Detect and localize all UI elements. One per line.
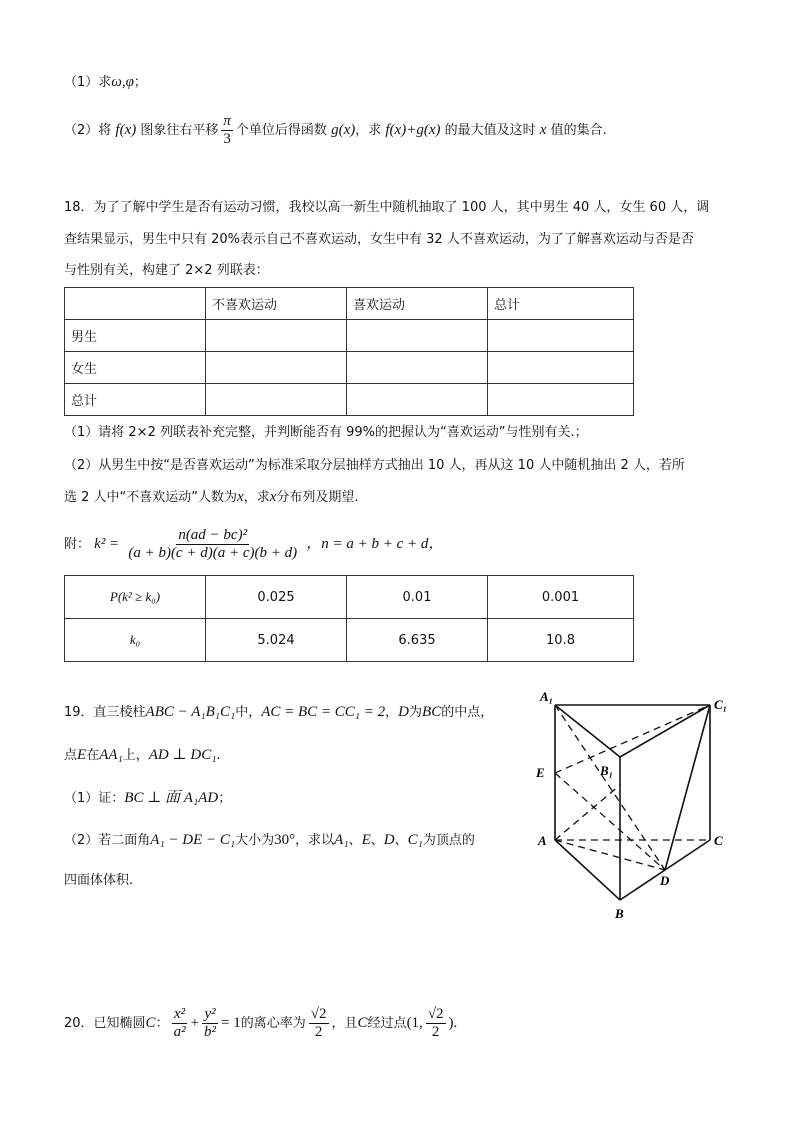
q17-part2-text-e: 的最大值及这时	[444, 123, 536, 138]
q18-sub2-text-c: 分布列及期望.	[276, 490, 359, 505]
q19-dihedral: A₁ − DE − C₁	[150, 832, 236, 848]
edge-b1c1	[620, 705, 710, 757]
q19-line2	[64, 746, 221, 765]
q19-text: ，求以	[295, 833, 335, 848]
q19-text: .	[216, 748, 221, 763]
table-header-cell: 总计	[488, 288, 634, 320]
q19-text: 、	[348, 833, 362, 848]
q17-fx: f(x)	[115, 122, 137, 138]
formula-denominator: (a + b)(c + d)(a + c)(b + d)	[128, 545, 298, 561]
label-b: B	[615, 906, 624, 921]
q19-pt: D	[383, 832, 395, 848]
q20-eq: = 1	[221, 1015, 241, 1031]
q20-text: ，且	[331, 1016, 358, 1031]
q17-x: x	[539, 122, 547, 138]
q17-part1-text: （1）求	[64, 75, 112, 90]
q19-text: （2）若二面角	[64, 833, 151, 848]
q19-pt: E	[361, 832, 371, 848]
q18-var-x: x	[269, 489, 277, 505]
prism-figure	[520, 685, 730, 929]
q18-line2: 查结果显示，男生中只有 20%表示自己不喜欢运动，女生中有 32 人不喜欢运动，为了了解喜欢运动与否是否	[64, 232, 694, 247]
point-y-fraction	[426, 1006, 446, 1041]
q18-sub2-text-b: ，求	[243, 490, 270, 505]
table-cell-label: P(k² ≥ k₀)	[65, 576, 206, 619]
q20-ellipse-c: C	[145, 1015, 156, 1031]
frac-den: 2	[314, 1024, 323, 1040]
table-row	[65, 320, 634, 352]
q17-omega-phi: ω,φ	[111, 74, 134, 90]
table-cell	[488, 384, 634, 416]
frac-num: √2	[427, 1006, 444, 1022]
prism-diagram	[520, 685, 730, 925]
table-cell-label: k₀	[65, 619, 206, 662]
table-cell: 女生	[65, 352, 206, 384]
label-c1: C₁	[714, 697, 728, 712]
q19-text: 点	[64, 748, 78, 763]
table-cell: 6.635	[347, 619, 488, 662]
contingency-table	[64, 287, 634, 416]
table-cell	[206, 384, 347, 416]
q19-text: 19．直三棱柱	[64, 705, 146, 720]
label-d: D	[660, 873, 670, 888]
table-row	[65, 576, 634, 619]
label-c: C	[714, 833, 723, 848]
q19-text: ，	[385, 705, 399, 720]
q19-segment-aa1: AA₁	[99, 747, 123, 763]
q20-line	[64, 1003, 457, 1044]
q20-text: 的离心率为	[240, 1016, 306, 1031]
q19-claim: BC ⊥ 面 A₁AD	[124, 790, 219, 806]
q19-text: 为	[409, 705, 423, 720]
q19-perp: AD ⊥ DC₁	[148, 747, 217, 763]
label-e: E	[536, 765, 545, 780]
critical-value-table	[64, 575, 634, 662]
formula-numerator: n(ad − bc)²	[178, 527, 248, 543]
table-cell: 0.01	[347, 576, 488, 619]
q19-text: 、	[394, 833, 408, 848]
q19-point-e: E	[77, 747, 87, 763]
table-header-cell	[65, 288, 206, 320]
table-cell: 0.025	[206, 576, 347, 619]
label-b1: B₁	[600, 763, 614, 778]
q18-var-x: x	[237, 489, 244, 505]
table-cell	[347, 320, 488, 352]
q18-sub1: （1）请将 2×2 列联表补充完整，并判断能否有 99%的把握认为“喜欢运动”与性别有关.；	[64, 425, 588, 440]
q20-plus: +	[190, 1015, 200, 1031]
q19-last-line: 四面体体积.	[64, 873, 134, 888]
q20-text: ：	[155, 1016, 169, 1031]
frac-num: √2	[310, 1006, 327, 1022]
q17-part2-text-f: 值的集合.	[550, 123, 607, 138]
q19-text: 在	[86, 748, 100, 763]
frac-num: π	[223, 113, 231, 129]
q17-sum: f(x)+g(x)	[385, 122, 441, 138]
q17-part2-text-b: 图象往右平移	[140, 123, 219, 138]
table-cell	[488, 320, 634, 352]
edge-ab	[555, 840, 620, 900]
table-cell	[347, 384, 488, 416]
q19-prism: ABC − A₁B₁C₁	[145, 704, 236, 720]
q19-text: 中，	[235, 705, 262, 720]
q19-text: ；	[218, 791, 232, 806]
q19-pt: C₁	[407, 832, 423, 848]
appendix-label: 附：	[64, 537, 91, 552]
frac-den: 2	[431, 1024, 440, 1040]
q20-point-open: (1,	[406, 1015, 423, 1031]
q17-gx: g(x)	[331, 122, 356, 138]
q17-part1	[64, 73, 147, 92]
q19-text: 为顶点的	[422, 833, 475, 848]
table-cell	[347, 352, 488, 384]
q18-sub2-line1: （2）从男生中按“是否喜欢运动”为标准采取分层抽样方式抽出 10 人，再从这 10 人中随机抽出 2 人，若所	[64, 458, 685, 473]
pi-over-3-fraction	[221, 113, 233, 148]
table-cell: 0.001	[488, 576, 634, 619]
table-header-cell: 喜欢运动	[347, 288, 488, 320]
q19-text: 的中点，	[441, 705, 494, 720]
hidden-segment-a1d	[555, 705, 665, 870]
table-header-row	[65, 288, 634, 320]
y2-over-b2	[202, 1006, 218, 1041]
formula-n: ，n = a + b + c + d，	[306, 536, 444, 552]
x2-over-a2	[172, 1006, 188, 1041]
chi-square-fraction	[126, 527, 299, 562]
frac-num: y²	[204, 1006, 216, 1022]
q18-sub2-line2	[64, 488, 359, 507]
q19-text: （1）证：	[64, 791, 125, 806]
q20-ellipse-c: C	[357, 1015, 368, 1031]
q19-text: 大小为	[235, 833, 275, 848]
table-header-cell: 不喜欢运动	[206, 288, 347, 320]
table-cell: 5.024	[206, 619, 347, 662]
label-a1: A₁	[540, 689, 554, 704]
frac-num: x²	[174, 1006, 186, 1022]
q18-sub2-text-a: 选 2 人中“不喜欢运动”人数为	[64, 490, 238, 505]
q17-part2-text-d: ，求	[355, 123, 382, 138]
q18-line3: 与性别有关，构建了 2×2 列联表：	[64, 263, 269, 278]
table-row	[65, 619, 634, 662]
table-row	[65, 352, 634, 384]
q19-lengths: AC = BC = CC₁ = 2	[261, 704, 386, 720]
q20-text: 20．已知椭圆	[64, 1016, 146, 1031]
q17-part1-end: ；	[133, 75, 147, 90]
q18-appendix-formula	[64, 525, 443, 564]
frac-den: 3	[223, 131, 231, 147]
table-cell	[206, 320, 347, 352]
q19-sub1	[64, 789, 231, 808]
q19-sub2	[64, 831, 475, 850]
q19-text: 上，	[122, 748, 149, 763]
q18-line1: 18．为了了解中学生是否有运动习惯，我校以高一新生中随机抽取了 100 人，其中男生 40 人，女生 60 人，调	[64, 200, 710, 215]
q20-point-close: ).	[448, 1015, 458, 1031]
table-cell	[488, 352, 634, 384]
formula-lhs: k² =	[94, 536, 120, 552]
frac-den: a²	[173, 1024, 186, 1040]
table-cell: 10.8	[488, 619, 634, 662]
q20-text: 经过点	[367, 1016, 407, 1031]
table-cell: 男生	[65, 320, 206, 352]
frac-den: b²	[204, 1024, 217, 1040]
q19-point-d: D	[398, 704, 410, 720]
q17-part2-text-a: （2）将	[64, 123, 112, 138]
q19-text: 、	[370, 833, 384, 848]
table-cell	[206, 352, 347, 384]
table-row	[65, 384, 634, 416]
q17-part2	[64, 112, 607, 149]
q17-part2-text-c: 个单位后得函数	[235, 123, 327, 138]
q19-pt: A₁	[334, 832, 349, 848]
hidden-mark	[555, 785, 620, 840]
q19-line1	[64, 703, 493, 722]
label-a: A	[538, 833, 547, 848]
table-cell: 总计	[65, 384, 206, 416]
eccentricity-fraction	[309, 1006, 329, 1041]
q19-angle: 30°	[274, 832, 296, 848]
q19-segment-bc: BC	[422, 704, 442, 720]
